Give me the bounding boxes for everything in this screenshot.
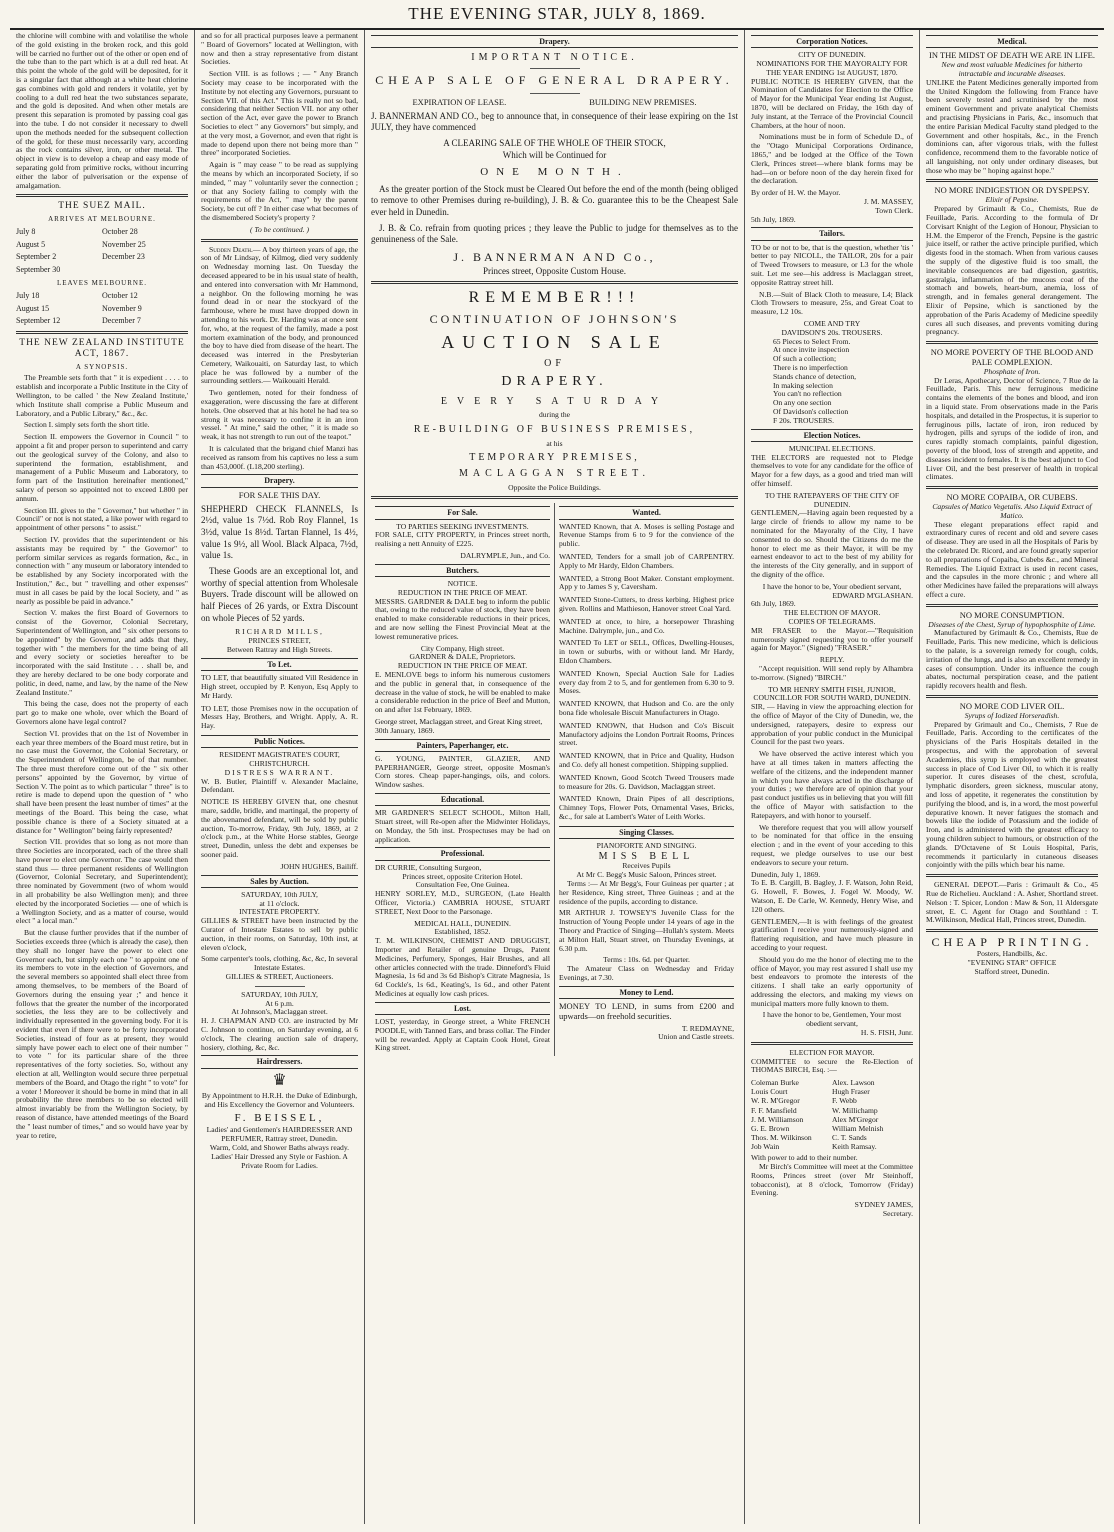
section-header-professional: Professional. <box>375 847 550 860</box>
death-text: — A boy thirteen years of age, the son of Mr Lindsay, of Kilmog, died very suddenly on Wednesday morning last. On Tuesday the deceased appeared to be in his usual state of health, and entered into conversation with Mr Hammond, a neighbor. On the following morning he was found dead in or near the stockyard of the farmhouse, where he must have dropped down in attending to his work. Dr. Harding was at once sent for, who, at the request of the family, made a post mortem examination of the body, and pronounced the boy to have died from disease of the heart. The deceased was interred in the Presbyterian Cemetery, Waikouaiti, on Saturday last, to which place he was followed by a number of the surrounding settlers.— Waikouaiti Herald. <box>201 244 358 386</box>
auction-date: SATURDAY, 10th JULY, <box>241 989 318 999</box>
section-header-to-let: To Let. <box>201 658 358 671</box>
menlove-address: George street, Maclaggan street, and Great King street, <box>375 716 543 726</box>
dalrymple-signature: DALRYMPLE, Jun., and Co. <box>460 550 550 560</box>
electors-notice: THE ELECTORS are requested not to Pledge themselves to vote for any candidate for the office of Mayor for a few days, as a good and tried man will offer himself. <box>751 452 913 489</box>
pepsine-subtitle: Elixir of Pepsine. <box>985 195 1039 205</box>
rebuilding-line: RE-BUILDING OF BUSINESS PREMISES, <box>413 423 696 435</box>
towsey-amateur: The Amateur Class on Wednesday and Friday Evenings, at 7.30. <box>559 964 734 982</box>
divider <box>255 986 305 987</box>
depot-text: GENERAL DEPOT.—Paris : Grimault & Co., 45 Rue de Richelieu. Auckland : A. Asher, Shortland street. Nelson : T. Spicer, London : Maw & Son, 11 Aldersgate street, E. C. Agent for Otago and Southland : T. M.Wilkinson, Medical Hall, Princes street, Dunedin. <box>926 880 1098 925</box>
chapman-ad: H. J. CHAPMAN AND CO. are instructed by Mr C. Johnson to continue, on Saturday evening, at 6 o'clock, The clearing auction sale of drapery, hosiery, clothing, &c, &c. <box>201 1016 358 1052</box>
divider <box>16 331 188 334</box>
act-paragraph: Section IV. provides that the superintendent or his assistants may be required by " the Governor" to perform similar services as regards formation, &c., in connection with " any museum or laboratory intended to be established by any Society incorporated with the Institution," &c., but " travelling and other expenses" must in all cases be paid by the local Society, and " as nearly as possible be paid in advance." <box>16 535 188 606</box>
nominations-title: NOMINATIONS FOR THE MAYORALTY FOR THE YEAR ENDING 1st AUGUST, 1870. <box>756 59 908 77</box>
currie-name: DR CURRIE, Consulting Surgeon, <box>375 862 482 872</box>
horseradish-subtitle: Syrups of Iodized Horseradish. <box>964 710 1060 720</box>
massey-name: J. M. MASSEY, <box>863 197 913 207</box>
column-2 <box>195 30 365 1524</box>
bannerman-intro: J. BANNERMAN AND CO., beg to announce that, in consequence of their lease expiring on the 1st JULY, they have commenced <box>371 110 738 133</box>
to-let-ad: TO LET, that beautifully situated Vill Residence in High street, occupied by P. Kenyon, Esq Apply to Mr Hardy. <box>201 673 358 700</box>
committee-member: F. F. Mansfield <box>751 1105 797 1115</box>
column-1 <box>10 30 195 1524</box>
iron-subtitle: Phosphate of Iron. <box>983 366 1041 376</box>
date-cell: December 7 <box>102 315 141 325</box>
date-cell <box>102 264 188 276</box>
sorley-ad: HENRY SORLEY, M.D., SURGEON, (Late Health Officer, Victoria.) CAMBRIA HOUSE, STUART STREET, Next Door to the Parsonage. <box>375 889 550 916</box>
codliver-title: NO MORE COD LIVER OIL. <box>959 701 1065 712</box>
nicoll-nb: N.B.—Suit of Black Cloth to measure, L4; Black Cloth Trowsers to measure, 25s, and Great Coat to measure, L2 10s. <box>751 289 913 317</box>
committee-member: Keith Ramsay. <box>832 1142 877 1152</box>
committee-member: F. Webb <box>832 1096 857 1106</box>
matico-subtitle: Capsules of Matico Vegetalis. Also Liquid Extract of Matico. <box>932 502 1092 520</box>
act-paragraph: Section III. gives to the " Governor," but whether " in Council" or not is not stated, a like power with regard to appointment of other persons " to assist." <box>16 505 188 533</box>
act-paragraph: The Preamble sets forth that " it is expedient . . . . to establish and incorporate a Public Institute in the City of Wellington, to be called ' the New Zealand Institute,' which Institute shall comprise a Public Museum and Laboratory, and a Public Library," &c., &c. <box>16 373 188 418</box>
young-ad: G. YOUNG, PAINTER, GLAZIER, AND PAPERHANGER, George street, opposite Mosman's Corn stores. Cheap paper-hangings, oils, and colors. Window sashes. <box>375 753 550 790</box>
wanted-ad: WANTED KNOWN, that Hudson and Co. are the only bona fide wholesale Biscuit Manufacturers in Otago. <box>559 699 734 717</box>
divider <box>751 1042 913 1045</box>
committee-member: Alex. Lawson <box>832 1078 875 1088</box>
act-paragraph: But the clause further provides that if the number of Societies exceeds three (which is already the case), then they shall no longer have the power to elect one Governor each, but simply each one " to appoint one of its members to vote in the election of Governors, and the several members so appointed shall elect three from among themselves, to be members of the Board of Governors during the ensuing year ;" and hence it follows that the greater the number of the incorporated societies, the less they are to be collectively and individually represented in the governing body. For it is evident that even if there were to be forty incorporated Societies, instead of four as at present, they would simply have power each to elect one of their number " to vote " for its particular share of the three representatives of the forty societies. So, without any election at all, Wellington would secure three perpetual members of the Board, and Otago the right " to vote" for a voter ! Moreover it should be borne in mind that in all probability the three members to be so elected will almost invariably be from the Wellington Society, by reason of distance, have attended meetings of the Board the " least number of times," and so would have year by year to retire, <box>16 928 188 1140</box>
date-cell: August 15 <box>16 303 50 313</box>
date-cell: December 23 <box>102 252 145 262</box>
temporary-premises: TEMPORARY PREMISES, <box>469 452 640 464</box>
section-header-butchers: Butchers. <box>375 564 550 577</box>
important-notice: IMPORTANT NOTICE. <box>471 52 638 64</box>
column-4 <box>745 30 920 1524</box>
wanted-ad: WANTED Stone-Cutters, to dress kerbing. Highest price given. Rollins and Mathieson, Hanover street Coal Yard. <box>559 595 734 613</box>
office-line: "EVENING STAR" OFFICE <box>967 957 1057 967</box>
clearing-sale: A CLEARING SALE OF THE WHOLE OF THEIR STOCK, <box>443 138 666 148</box>
goods-note: These Goods are an exceptional lot, and worthy of special attention from Wholesale Buyers. Trade discount will be allowed on half Pieces of 26 yards, or Extra Discount on whole Pieces of 52 yards. <box>201 566 358 623</box>
town-clerk: Town Clerk. <box>875 205 913 215</box>
date-cell: September 2 <box>16 252 57 262</box>
wanted-ad: WANTED at once, to hire, a horsepower Thrashing Machine. Dalrymple, jun., and Co. <box>559 616 734 635</box>
poem-line: On any one section <box>773 398 832 408</box>
bell-receives: Receives Pupils <box>622 861 671 871</box>
fish-signature: H. S. FISH, Junr. <box>860 1028 913 1038</box>
act-paragraph: Section VII. provides that so long as not more than three Societies are incorporated, each of the three shall have power to elect one Governor. The case would then stand thus — three permanent residents of Wellington (Governor, Colonial Secretary, and Superintendent); three nominated by Government (two of whom would in all probability be also Wellington men); and three elected by the incorporated Societies — one of which is a Wellington Society, and as a matter of course, would elect " a local man." <box>16 837 188 926</box>
committee-member: G. E. Brown <box>751 1123 790 1133</box>
horseradish-text: Prepared by Grimault and Co., Chemists, 7 Rue de Feuillade, Paris. According to the certificates of the physicians of the Paris Hospitals detailed in the prospectus, and with the approbation of several Academies, this syrup is employed with the greatest success in place of Cod Liver Oil, to which it is really superior. It cures diseases of the chest, scrofula, lymphatic disorders, green sickness, muscular atony, and loss of appetite, it regenerates the constitution by purifying the blood, and is, in a word, the most powerful depurative known. It never fatigues the stomach and bowels like the iodide of Potassium and the iodide of Iron, and is administered with the greatest efficacy to young children subject to humours, or obstruction of the glands. D'Octavene of St Louis Hospital, Paris, recommends it particularly in cutaneous diseases conjointly with the pills which bear his name. <box>926 719 1098 870</box>
copaiba-title: NO MORE COPAIBA, OR CUBEBS. <box>946 492 1078 503</box>
committee-member: W. R. M'Gregor <box>751 1096 800 1106</box>
maclaggan-street: MACLAGGAN STREET. <box>459 467 650 479</box>
divider <box>926 695 1098 698</box>
article-paragraph: Again is " may cease " to be read as supplying the means by which an incorporated Society, if so minded, " may " voluntarily sever the connection ; or that any Society failing to comply with the requirements of the Act, " may" by the parent Society, be cut off ? In either case what becomes of the dismembered Society's property ? <box>201 160 358 222</box>
wilkinson-ad: T. M. WILKINSON, CHEMIST AND DRUGGIST, Importer and Retailer of genuine Drugs, Patent Medicines, Perfumery, Sponges, Hair Brushes, and all other articles connected with the trade. Dinneford's Fluid Magnesia, 1s 6d and 3s 6d Bishop's Citrate Magnesia, 1s 6d Cockle's, 1s 6d., Keating's, 1s 6d., and other Patent Medicines at equally low cash prices. <box>375 936 550 998</box>
masthead: THE EVENING STAR, JULY 8, 1869. <box>10 4 1104 30</box>
public-notice-text: PUBLIC NOTICE IS HEREBY GIVEN, that the Nomination of Candidates for Election to the Office of Mayor for the Municipal Year ending 1st August, 1870, will be declared on Friday, the 16th day of July instant, at the Terrace of the Provincial Council Chambers, at the hour of noon. <box>751 76 913 130</box>
gillies-items: Some carpenter's tools, clothing, &c, &c, In several Intestate Estates. <box>201 954 358 973</box>
brigand-note: It is calculated that the brigand chief Manzi has received as ransom from his captives no less a sum than 453,000f. (L18,200 sterling). <box>201 444 358 471</box>
hypo-subtitle: Diseases of the Chest, Syrup of hypophosphite of Lime. <box>928 619 1096 629</box>
subcolumn-left <box>371 503 555 1056</box>
poem-line: Of such a collection; <box>773 354 837 364</box>
section-header-wanted: Wanted. <box>559 506 734 519</box>
act-paragraph: This being the case, does not the property of each part go to make one whole, over which the Board of Governors alone have legal control? <box>16 699 188 726</box>
poem-line: F 20s. TROUSERS. <box>773 415 835 425</box>
towsey-terms: Terms : 10s. 6d. per Quarter. <box>603 955 690 965</box>
notice-title: NOTICE. <box>447 579 478 589</box>
section-header-painters: Painters, Paperhanger, etc. <box>375 739 550 752</box>
city-company: City Company, High street. <box>420 643 505 653</box>
wanted-ad: WANTED Known, Special Auction Sale for Ladies every day from 2 to 5, and for gentlemen from 6.30 to 9. Moses. <box>559 668 734 696</box>
date-cell: November 25 <box>102 239 146 249</box>
fish-letter: We therefore request that you will allow yourself to be nominated for that office in the ensuing election ; and in the event of your acceding to this request, we pledge ourselves to use our best endeavors to secure your return. <box>751 822 913 867</box>
committee-list <box>751 1078 913 1151</box>
divider <box>926 179 1098 182</box>
auction-time: At 6 p.m. <box>265 998 294 1008</box>
arrives-label: ARRIVES AT MELBOURNE. <box>48 215 156 224</box>
fish-letter: We have observed the active interest which you have at all times taken in matters affecting the welfare of the citizens, and the independent manner in which you have always acted in the discharge of your duties ; we therefore are of opinion that your past conduct justifies us in believing that you will fill the office of Mayor with satisfaction to the Ratepayers, and with honor to yourself. <box>751 749 913 820</box>
poem-line: At once invite inspection <box>773 345 850 355</box>
consumption-title: NO MORE CONSUMPTION. <box>959 609 1065 620</box>
birch-signature: SYDNEY JAMES, <box>854 1200 913 1210</box>
mills-name: RICHARD MILLS, <box>235 627 324 637</box>
printing-title: CHEAP PRINTING. <box>931 935 1093 950</box>
nicoll-ad: TO be or not to be, that is the question, whether 'tis ' better to pay NICOLL, the TAILOR, 20s for a pair of Tweed Trowsers to measure, or L3 for the whole suit. Let me see—his address is Maclaggan street, opposite Rattray street hill. <box>751 242 913 287</box>
gillies-ad: GILLIES & STREET have been instructed by the Curator of Intestate Estates to sell by public auction, in their rooms, on Saturday, 10th inst, at eleven o'clock, <box>201 916 358 952</box>
date-cell: November 9 <box>102 303 142 313</box>
fish-title: TO MR HENRY SMITH FISH, JUNIOR, COUNCILLOR FOR SOUTH WARD, DUNEDIN. <box>753 684 911 703</box>
divider <box>926 874 1098 877</box>
act-paragraph: Section I. simply sets forth the short title. <box>24 420 150 430</box>
divider <box>530 93 580 94</box>
fish-reply: Should you do me the honor of electing me to the office of Mayor, you may rest assured I shall use my best endeavors to promote the interests of the citizens. I shall take an early opportunity of addressing the electors, and making my views on municipal matters more fully known to them. <box>751 954 913 1008</box>
wanted-ad: WANTED KNOWN, that Hudson and Co's Biscuit Manufactory adjoins the London Portrait Rooms, Princes street. <box>559 720 734 748</box>
mcglashan-signature: EDWARD M'GLASHAN. <box>832 590 913 600</box>
columns <box>10 30 1104 1524</box>
every-saturday: EVERY SATURDAY <box>440 395 669 407</box>
school-ad: MR GARDNER'S SELECT SCHOOL, Milton Hall, Stuart street, will Re-open after the Midwinter Holidays, on Monday, the 5th inst. Prospectuses may be had on application. <box>375 808 550 844</box>
mcglashan-date: 6th July, 1869. <box>751 599 796 609</box>
fraser-telegram: MR FRASER to the Mayor.—"Requisition numerously signed requesting you to offer yourself again for Mayor." (Signed) "FRASER." <box>751 625 913 653</box>
menlove-date: 30th January, 1869. <box>375 725 435 735</box>
section-header-auction: Sales by Auction. <box>201 875 358 888</box>
committee-member: Louis Court <box>751 1087 788 1097</box>
currie-address: Princes street, opposite Criterion Hotel. <box>402 871 523 881</box>
wanted-ad: WANTED To LET or SELL, Offices, Dwelling-Houses, in town or suburbs, with or without land. Mr Hardy, Eldon Chambers. <box>559 638 734 665</box>
investments-title: TO PARTIES SEEKING INVESTMENTS. <box>396 521 529 531</box>
bell-location: At Mr C. Begg's Music Saloon, Princes street. <box>576 870 717 880</box>
section-header-drapery: Drapery. <box>371 35 738 48</box>
medical-hall-title: MEDICAL HALL, DUNEDIN. <box>414 918 511 928</box>
section-header-tailors: Tailors. <box>751 227 913 240</box>
auction-time: at 11 o'clock. <box>259 898 300 908</box>
mcglashan-letter: GENTLEMEN,—Having again been requested by a large circle of friends to allow my name to be nominated for the Mayoralty of the City, I have consented to do so. Should the Citizens do me the honor to elect me as their Mayor, it will be my earnest endeavor to act to the best of my ability for the interests of the City generally, and in support of the dignity of the office. <box>751 508 913 580</box>
wanted-ad: WANTED, a Strong Boot Maker. Constant employment. App y to James S y, Caversham. <box>559 573 734 592</box>
fish-close: I have the honor to be, Gentlemen, Your most obedient servant, <box>762 1010 902 1029</box>
date-cell: July 8 <box>16 227 36 237</box>
for-sale-ad: FOR SALE, CITY PROPERTY, in Princes street north, realising a nett Annuity of £225. <box>375 530 550 549</box>
during-line: during the <box>538 410 570 420</box>
wanted-ad: WANTED, Tenders for a small job of CARPENTRY. Apply to Mr Hardy, Eldon Chambers. <box>559 551 734 570</box>
committee-member: J. M. Williamson <box>751 1114 804 1124</box>
birch-power: With power to add to their number. <box>751 1153 858 1163</box>
arrives-table <box>16 226 188 276</box>
stock-paragraph: As the greater portion of the Stock must be Cleared Out before the end of the month (being obliged to remove to other Premises during re-building), J. B. & Co. guarantee this to be the Cheapest Sale ever held in Dunedin. <box>371 183 738 218</box>
to-let-ad: TO LET, those Premises now in the occupation of Messrs Hay, Brothers, and Wright. Apply, A. R. Hay. <box>201 703 358 731</box>
committee-member: C. T. Sands <box>832 1132 867 1142</box>
lease-row <box>371 98 738 108</box>
hypo-text: Manufactured by Grimault & Co., Chemists, Rue de Feuillade, Paris. This new medicine, which is delicious to the palate, is a sovereign remedy for cough, colds, irritation of the lungs, and is also an excellent remedy in cases of consumption. Under its influence the cough abates, nocturnal perspiration cease, and the patient rapidly recovers health and flesh. <box>926 628 1098 691</box>
wanted-ad: WANTED Known, Good Scotch Tweed Trousers made to measure for 20s. G. Davidson, Maclaggan street. <box>559 772 734 791</box>
city-title: CITY OF DUNEDIN. <box>798 50 866 60</box>
section-header-corporation: Corporation Notices. <box>751 35 913 48</box>
poem-line: 65 Pieces to Select From. <box>773 336 851 346</box>
established-line: Established, 1852. <box>434 927 491 937</box>
mcglashan-close: I have the honor to be, Your obedient servant, <box>762 581 902 591</box>
date-cell: July 18 <box>16 291 40 301</box>
wanted-ad: WANTED Known, that A. Moses is selling Postage and Revenue Stamps from 6 to 9 for the convience of the public. <box>559 521 734 549</box>
fish-date: Dunedin, July 1, 1869. <box>751 869 821 879</box>
committee-member: William Melnish <box>832 1123 884 1133</box>
section-header-election: Election Notices. <box>751 429 913 442</box>
election-mayor-title: THE ELECTION OF MAYOR. <box>783 608 881 618</box>
birch-meeting: Mr Birch's Committee will meet at the Committee Rooms, Princes street (over Mr Steinhoff, tobacconist), at 8 o'clock, Tomorrow (Friday) Evening. <box>751 1161 913 1198</box>
wanted-ad: WANTED KNOWN, that in Price and Quality, Hudson and Co. defy all honest competition. Shipping supplied. <box>559 751 734 769</box>
birch-intro: COMMITTEE to secure the Re-Election of THOMAS BIRCH, Esq. :— <box>751 1056 913 1075</box>
ratepayers-title: TO THE RATEPAYERS OF THE CITY OF DUNEDIN. <box>764 490 900 509</box>
lost-ad: LOST, yesterday, in George street, a White FRENCH POODLE, with Tanned Ears, and brass collar. The Finder will be rewarded. Apply at Captain Cook Hotel, Great King street. <box>375 1016 550 1053</box>
expiration-label: EXPIRATION OF LEASE. <box>412 96 507 107</box>
wanted-ad: WANTED Known, Drain Pipes of all descriptions, Chimney Tops, Flower Pots, Ornamental Vases, Bricks, &c., for sale at Lambert's Water of Leith Works. <box>559 794 734 821</box>
date-cell: September 12 <box>16 315 61 325</box>
gardner-ad: MESSRS. GARDNER & DALE beg to inform the public that, owing to the reduced value of stock, they have been enabled to make considerable reductions in their prices, and are now selling the Finest Provincial Meat at the lowest remunerative prices. <box>375 596 550 641</box>
municipal-title: MUNICIPAL ELECTIONS. <box>788 443 876 453</box>
of-line: OF <box>544 357 565 369</box>
poverty-title: NO MORE POVERTY OF THE BLOOD AND PALE COMPLEXION. <box>930 347 1094 367</box>
column-3 <box>365 30 745 1524</box>
committee-member: Coleman Burke <box>751 1078 799 1088</box>
intestate-title: INTESTATE PROPERTY. <box>239 907 320 917</box>
section-header-educational: Educational. <box>375 793 550 806</box>
leaves-table <box>16 290 188 327</box>
poem-line: In making selection <box>773 380 833 390</box>
unlike-paragraph: UNLIKE the Patent Medicines generally imported from the United Kingdom the following from France have been severely tested and scrutinised by the most eminent Government and private analytical Chemists and practising Physicians in Paris, &c., insomuch that the entire Parisian Medical Faculty stand pledged to the Government and other hospitals, &c., in the French dominions can, after vigorous trials, with the fullest confidence, recommend them to the favorable notice of all languishing, not only under ordinary diseases, but those who may be " hoping against hope." <box>926 77 1098 175</box>
refrain-paragraph: J. B. & Co. refrain from quoting prices ; they leave the Public to judge for themselves as to the genuineness of the Sale. <box>371 222 738 245</box>
divider <box>926 604 1098 607</box>
auction-sale-title: AUCTION SALE <box>441 331 668 352</box>
gentlemen-anecdote: Two gentlemen, noted for their fondness of exaggeration, were discussing the fare at different hotels. One observed that at his hotel he had tea so strong it was necessary to confine it in an iron vessel. " At mine," said the other, " it is made so weak, it has not strength to run out of the teapot." <box>201 388 358 442</box>
midst-title: IN THE MIDST OF DEATH WE ARE IN LIFE. <box>929 50 1095 61</box>
reply-title: REPLY. <box>819 655 845 665</box>
notice-text: NOTICE IS HEREBY GIVEN that, one chesnut mare, saddle, bridle, and martingal, the property of the abovenamed defendant, will be sold by public auction, To-morrow, Friday, 9th July, 1869, at 2 o'clock p.m., at the White Horse stables, George street, Dunedin, unless the debt and expenses be sooner paid. <box>201 797 358 859</box>
act-paragraph: Section V. makes the first Board of Governors to consist of the Governor, Colonial Secretary, Superintendent of Wellington, and " six other persons to be appointed" by the Governor, and adds that they, together with " the members for the time being of all and every society or societies hereafter to be incorporated with the said Institute . . . shall be, and they are hereby declared to be one body corporate and politic, in deed, name, and law, by the name of the New Zealand Institute." <box>16 608 188 697</box>
davidson-title: DAVIDSON'S 20s. TROUSERS. <box>781 327 883 337</box>
birch-title: ELECTION FOR MAYOR. <box>789 1047 875 1057</box>
towsey-ad: MR ARTHUR J. TOWSEY'S Juvenile Class for the Instruction of Young People under 14 years of age in the Theory and Practice of Singing—Hullah's system. Meets at Milton Hall, Stuart street, on Thursday Evenings, at 6.30 p.m. <box>559 908 734 953</box>
gardner-signature: GARDNER & DALE, Proprietors. <box>409 652 516 662</box>
institute-act-title: THE NEW ZEALAND INSTITUTE ACT, 1867. <box>19 338 185 360</box>
by-order: By order of H. W. the Mayor. <box>751 188 841 198</box>
article-continuation: and so for all practical purposes leave a permanent " Board of Governors" located at Wellington, with now and then a stray representative from distant Societies. <box>201 31 358 67</box>
auction-place: At Johnson's, Maclaggan street. <box>231 1007 328 1017</box>
building-label: BUILDING NEW PREMISES. <box>589 96 697 107</box>
beissel-name: F. BEISSEL, <box>234 1111 325 1124</box>
reduction-title: REDUCTION IN THE PRICE OF MEAT. <box>397 661 528 671</box>
date-cell: September 30 <box>16 264 61 274</box>
divider <box>926 341 1098 344</box>
fish-names: To E. B. Cargill, B. Bagley, J. F. Watson, John Reid, G. Howell, F. Bowes, J. Fogel W. Moody, W. Watson, E. De Carle, W. Kennedy, Henry Wise, and 120 others. <box>751 878 913 914</box>
subcolumn-right <box>555 503 738 1056</box>
column-3-subcolumns <box>371 503 738 1056</box>
poem-line: Of Davidson's collection <box>773 407 849 417</box>
date-cell: October 28 <box>102 227 138 237</box>
ladies-line: Ladies' Hair Dressed any Style or Fashion. A Private Room for Ladies. <box>211 1151 348 1170</box>
bell-terms: Terms :— At Mr Begg's, Four Guineas per quarter ; at her Residence, King street, Three Guineas ; and at the residence of the pupils, according to distance. <box>559 878 734 906</box>
reduction-title: REDUCTION IN THE PRICE OF MEAT. <box>397 587 528 597</box>
drapery-title: DRAPERY. <box>501 374 608 390</box>
come-try: COME AND TRY <box>803 319 861 329</box>
committee-member: Hugh Fraser <box>832 1087 870 1097</box>
section-header-medical: Medical. <box>926 35 1098 48</box>
synopsis-label: A SYNOPSIS. <box>75 363 129 372</box>
royal-crest-icon: ♛ <box>272 1071 287 1089</box>
leaves-label: LEAVES MELBOURNE. <box>57 279 147 288</box>
bannerman-signature: J. BANNERMAN AND Co., <box>453 250 656 265</box>
currie-fee: Consultation Fee, One Guinea. <box>415 880 510 890</box>
notice-date: 5th July, 1869. <box>751 214 796 224</box>
divider <box>371 496 738 499</box>
appointment-line: By Appointment to H.R.H. the Duke of Edinburgh, and His Excellency the Governor and Volunteers. <box>201 1091 358 1109</box>
article-paragraph: Section VIII. is as follows ; — " Any Branch Society may cease to be incorporated with the Institute by not electing any Governors, pursuant to Section VII. of this Act." This is really not so bad, considering that neither Section VII. nor any other section of the Act, ever gave the power to Branch Societies to elect " any Governors" but simply, and at the very most, a Governor, and even that right is made to depend upon there not being more than " three" incorporated Societies. <box>201 69 358 158</box>
posters-line: Posters, Handbills, &c. <box>976 949 1048 959</box>
continuation-title: CONTINUATION OF JOHNSON'S <box>429 311 680 326</box>
matico-text: These elegant preparations effect rapid and extraordinary cures of recent and old and severe cases of disease. They are used in all the Hospitals of Paris by the celebrated Dr. Ricord, and are found greatly superior to all preparations of Copaiba, Cubebs &c., and Mineral Remedies. The Liquid Extract is used in recent cases, and the capsules in the more chronic ; and where all other Medicines have failed the preparations will always effect a cure. <box>926 519 1098 599</box>
opposite-police: Opposite the Police Buildings. <box>508 482 601 492</box>
beissel-desc: Ladies' and Gentlemen's HAIRDRESSER AND PERFUMER, Rattray street, Dunedin. <box>206 1125 353 1144</box>
poem-line: Stands chance of detection, <box>773 371 857 381</box>
stafford-line: Stafford street, Dunedin. <box>974 966 1050 976</box>
section-header-drapery: Drapery. <box>201 474 358 487</box>
warrant-title: DISTRESS WARRANT. <box>224 767 335 777</box>
fish-letter: SIR, — Having in view the approaching election for the office of Mayor of the City of Dunedin, we, the undersigned, ratepayers, desire to express our approbation of your public conduct in the Municipal Council for the past two years. <box>751 702 913 747</box>
committee-member: Alex M'Gregor <box>832 1114 879 1124</box>
one-month: ONE MONTH. <box>480 166 629 179</box>
baths-line: Warm, Cold, and Shower Baths always ready. <box>209 1143 350 1153</box>
redmayne-address: Union and Castle streets. <box>658 1032 734 1042</box>
money-ad: MONEY TO LEND, in sums from £200 and upwards—on freehold securities. <box>559 1000 734 1021</box>
court-title: RESIDENT MAGISTRATE'S COURT, CHRISTCHURCH. <box>219 750 340 768</box>
mills-street: PRINCES STREET, <box>248 636 311 646</box>
date-cell: August 5 <box>16 239 46 249</box>
section-header-money: Money to Lend. <box>559 986 734 999</box>
section-header-for-sale: For Sale. <box>375 506 550 519</box>
committee-member: W. Millichamp <box>832 1105 878 1115</box>
warrant-parties: W. B. Butler, Plaintiff v. Alexander Maclaine, Defendant. <box>201 776 358 795</box>
bailiff-signature: JOHN HUGHES, Bailiff. <box>280 861 358 871</box>
act-paragraph: Section VI. provides that on the 1st of November in each year three members of the Board must retire, but in no case must the Governor, the Colonial Secretary, or the Superintendent of Wellington, be of that number. The three must therefore come out of the " six other persons" appointed by the Governor, by virtue of Section V. The point as to which particular " three" is to retire is made to depend upon the question of " who shall have been present the least number of times" at the meetings of the Board. This being the case, what possible chance is there of a Society situated at a distance for " Wellington" being fairly represented? <box>16 728 188 835</box>
section-header-lost: Lost. <box>375 1002 550 1015</box>
flannels-ad: SHEPHERD CHECK FLANNELS, Is 2½d, value 1s 7½d. Rob Roy Flannel, 1s 3½d, value 1s 8½d. Tartan Flannel, 1s 4½, value 1s 9½, all Wool. Black Alpaca, 7½d, value 1s. <box>201 503 358 561</box>
section-header-public-notices: Public Notices. <box>201 735 358 748</box>
divider <box>926 929 1098 932</box>
indigestion-title: NO MORE INDIGESTION OR DYSPEPSY. <box>934 185 1090 196</box>
telegrams-title: COPIES OF TELEGRAMS. <box>788 617 876 627</box>
cheap-sale-title: CHEAP SALE OF GENERAL DRAPERY. <box>375 72 734 87</box>
section-header-hairdressers: Hairdressers. <box>201 1055 358 1068</box>
date-cell: October 12 <box>102 291 138 301</box>
at-his-line: at his <box>546 438 563 448</box>
act-paragraph: Section II. empowers the Governor in Council " to appoint a fit and proper person to superintend and carry out the geological survey of the Colony, and also to superintend the formation, establishment, and management of a Public Museum and Laboratory, to form part of the Institution hereinafter mentioned," salary of person so appointed not to exceed L800 per annum. <box>16 432 188 503</box>
mills-between: Between Rattray and High Streets. <box>226 645 333 655</box>
mining-article: the chlorine will combine with and volatilise the whole of the gold existing in the broken rock, and this gold will be carried no further out of the other or open end of the tube than to the part which is at a dull red heat. At this point the whole of the gold will be deposited, for it is a singular fact that although at a white heat chlorine gas combines with gold and renders it volatile, yet by cooling to a dull red heat the two substances separate, and the gold is deposited. And when other metals are present this separation is promoted by passing coal gas into the tube. I do not consider it necessary to dwell upon the methods needed for the subsequent collection of the gold, for these must necessarily vary, according as the rock contains silver, iron, or other metal. The object in view is to develop a cheap and easy mode of separating gold from primitive rocks, without incurring either the labor of pulverisation or the expense of amalgamation. <box>16 31 188 190</box>
nomination-form-text: Nominations must be in form of Schedule D., of the "Otago Municipal Corporations Ordinance, 1865," and be lodged at the Office of the Town Clerk, Princes street—where blank forms may be had—on or before noon of the day herein fixed for the declaration. <box>751 132 913 186</box>
divider <box>16 194 188 197</box>
divider <box>926 486 1098 489</box>
poem-line: You can't no reflection <box>773 389 842 399</box>
for-sale-title: FOR SALE THIS DAY. <box>238 489 321 500</box>
midst-subtitle: New and most valuable Medicines for hitherto intractable and incurable diseases. <box>941 60 1083 78</box>
committee-member: Job Wain <box>751 1142 780 1152</box>
suez-title: THE SUEZ MAIL. <box>58 201 146 212</box>
auction-date: SATURDAY, 10th JULY, <box>241 889 318 899</box>
committee-member: Thos. M. Wilkinson <box>751 1132 812 1142</box>
continued-for: Which will be Continued for <box>502 149 607 160</box>
divider <box>371 281 738 284</box>
pepsine-text: Prepared by Grimault & Co., Chemists, Rue de Feuillade, Paris. According to the formula of Dr Corvisart Knight of the Legion of Honour, Physician to H.M. the Emperor of the French, Pepsine is the gastric juice itself, or rather the active principle purified, which digests food in the stomach. When from various causes the supply of the digestive fluid is too small, the inevitable consequences are bad digestion, gastritis, gastralgia, inflammation of the mucous coat of the stomach and bowels, heart-burn, anemia, loss of strength, and in females general derangement. The Elixir of Pepsine, which is sanctioned by the approbation of the Paris Academy of Medicine speedily cures all such diseases, and prevents vomiting during pregnancy. <box>926 204 1098 337</box>
column-5 <box>920 30 1104 1524</box>
divider <box>201 239 358 242</box>
iron-text: Dr Leras, Apothecary, Doctor of Science, 7 Rue de la Feuillade, Paris. This new ferruginous medicine contains the elements of the bones and blood, and iron in a liquid state. From observations made in the Paris hospitals, and detailed in the Prospectus, it is superior to ferruginous pills, lactate of iron, iron reduced by hydrogen, pills and syrups of the iodide of iron, and cures rapidly stomach complaints, painful digestion, poverty of the blood, loss of strength and appetite, and diseases incident to females. It is the best adjunct to Cod Liver Oil, and the best preserver of health in tropical climates. <box>926 375 1098 482</box>
davidson-poem <box>751 338 913 426</box>
poem-line: There is no imperfection <box>773 363 848 373</box>
divider <box>530 68 580 69</box>
pianoforte-title: PIANOFORTE AND SINGING. <box>596 840 697 850</box>
birch-secretary: Secretary. <box>882 1208 913 1218</box>
remember-title: REMEMBER!!! <box>468 289 641 307</box>
gillies-signature: GILLIES & STREET, Auctioneers. <box>225 971 334 981</box>
death-lead: Sudden Death. <box>209 244 253 254</box>
bell-name: MISS BELL <box>598 850 695 862</box>
section-header-singing: Singing Classes. <box>559 826 734 839</box>
menlove-ad: E. MENLOVE begs to inform his numerous customers and the public in general that, in consequence of the decrease in the value of stock, he will be enabled to make a considerable reduction in the price of Beef and Mutton, on and after 1st February, 1869. <box>375 670 551 715</box>
redmayne-name: T. REDMAYNE, <box>681 1023 734 1033</box>
continued-note: ( To be continued. ) <box>250 224 309 234</box>
reply-text: "Accept requisition. Will send reply by Alhambra to-morrow. (Signed) "BIRCH." <box>751 664 913 682</box>
fish-reply: GENTLEMEN,—It is with feelings of the greatest gratification I receive your numerously-signed and flattering requisition, and have much pleasure in acceding to your request. <box>751 916 913 952</box>
bannerman-address: Princes street, Opposite Custom House. <box>483 265 626 276</box>
